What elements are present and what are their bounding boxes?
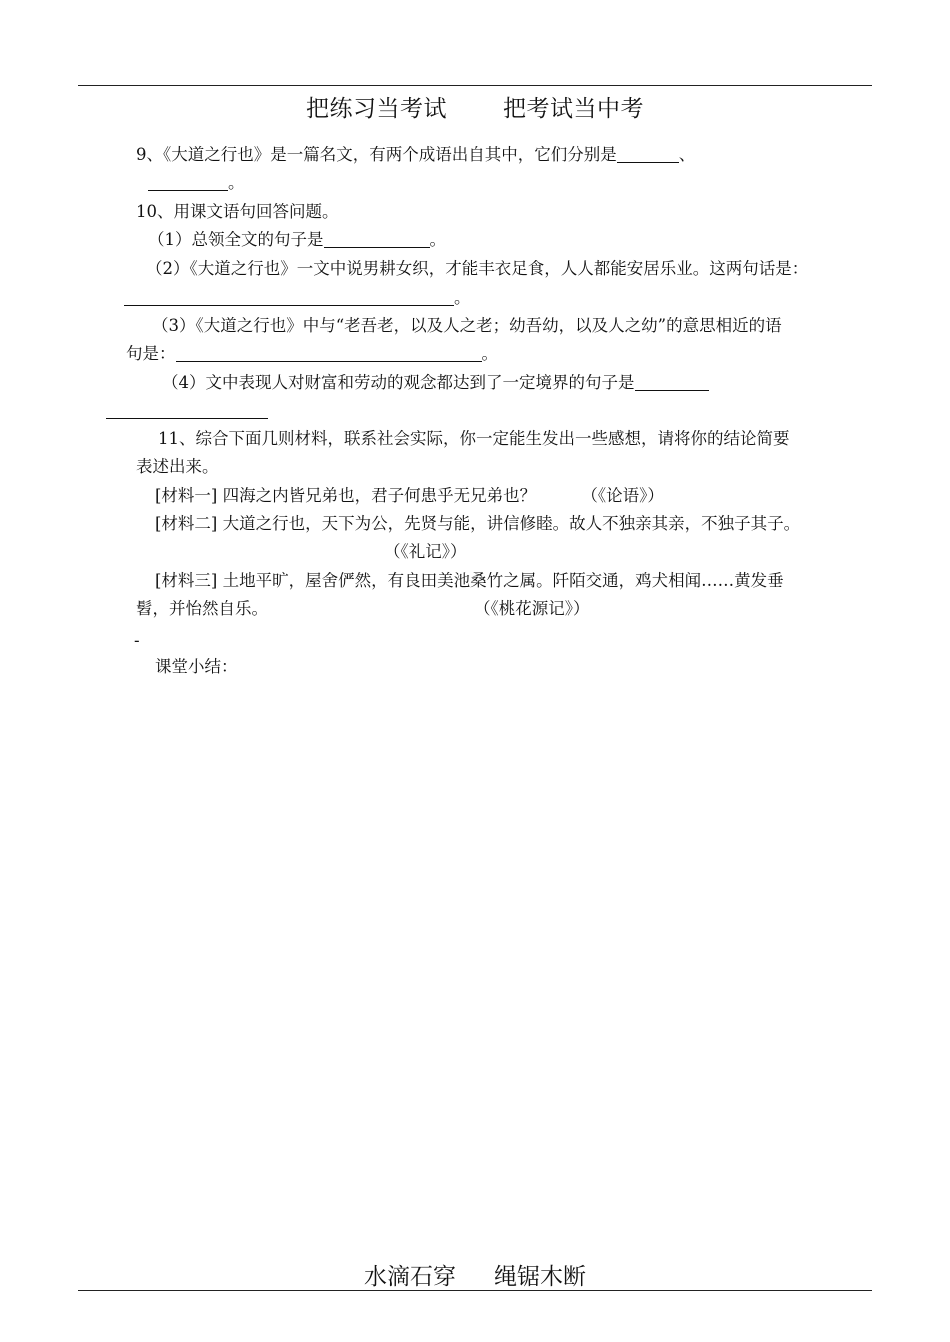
q10-title: 10、用课文语句回答问题。 — [136, 202, 339, 221]
material-2-label: [材料二] — [155, 514, 218, 533]
page-header — [0, 90, 950, 123]
answer-blank[interactable] — [635, 373, 709, 391]
material-1 — [155, 485, 664, 507]
material-1-text: 四海之内皆兄弟也，君子何患乎无兄弟也？ — [222, 486, 537, 505]
header-motto-right: 把考试当中考 — [503, 96, 644, 122]
material-3-line2: 髫，并怡然自乐。 — [136, 599, 268, 618]
q10-part4: （4）文中表现人对财富和劳动的观念都达到了一定境界的句子是 — [162, 372, 709, 394]
footer-motto-right: 绳锯木断 — [494, 1264, 586, 1290]
material-2 — [155, 513, 800, 535]
answer-blank[interactable] — [106, 401, 268, 419]
q10-part3: （3）《大道之行也》中与“老吾老，以及人之老；幼吾幼，以及人之幼”的意思相近的语 — [152, 316, 782, 335]
q9-line2: 。 — [148, 172, 245, 194]
q10-part3-line2: 句是： 。 — [126, 344, 498, 363]
header-rule — [78, 85, 872, 86]
material-1-source: （《论语》） — [581, 486, 664, 505]
dash-mark: - — [134, 631, 140, 650]
footer-rule — [78, 1290, 872, 1291]
answer-blank[interactable] — [148, 173, 228, 191]
q10-part2: （2）《大道之行也》一文中说男耕女织，才能丰衣足食，人人都能安居乐业。这两句话是： — [146, 259, 809, 278]
q10-part2-answer: 。 — [124, 287, 471, 309]
footer-motto-left: 水滴石穿 — [364, 1264, 456, 1290]
class-summary-label: 课堂小结： — [155, 657, 238, 676]
answer-blank[interactable] — [124, 288, 454, 306]
material-3 — [155, 570, 784, 592]
answer-blank[interactable] — [617, 145, 679, 163]
page-footer — [0, 1258, 950, 1291]
q9-line1: 9、《大道之行也》是一篇名文，有两个成语出自其中，它们分别是 、 — [136, 145, 696, 164]
material-2-text: 大道之行也，天下为公，先贤与能，讲信修睦。故人不独亲其亲，不独子其子。 — [222, 514, 801, 533]
header-motto-left: 把练习当考试 — [306, 96, 447, 122]
answer-blank[interactable] — [324, 230, 430, 248]
q11-line1: 11、综合下面几则材料，联系社会实际，你一定能生发出一些感想，请将你的结论简要 — [158, 429, 790, 448]
material-3-source: （《桃花源记》） — [474, 599, 590, 618]
q11-line2: 表述出来。 — [136, 457, 219, 476]
material-1-label: [材料一] — [155, 486, 218, 505]
material-3-label: [材料三] — [155, 571, 218, 590]
q9-text: 9、《大道之行也》是一篇名文，有两个成语出自其中，它们分别是 — [136, 145, 617, 164]
q10-part1: （1）总领全文的句子是 。 — [148, 230, 446, 249]
q10-part4-answer — [106, 400, 268, 422]
material-2-source: （《礼记》） — [384, 542, 467, 561]
answer-blank[interactable] — [176, 344, 482, 362]
material-3-text: 土地平旷，屋舍俨然，有良田美池桑竹之属。阡陌交通，鸡犬相闻……黄发垂 — [222, 571, 784, 590]
